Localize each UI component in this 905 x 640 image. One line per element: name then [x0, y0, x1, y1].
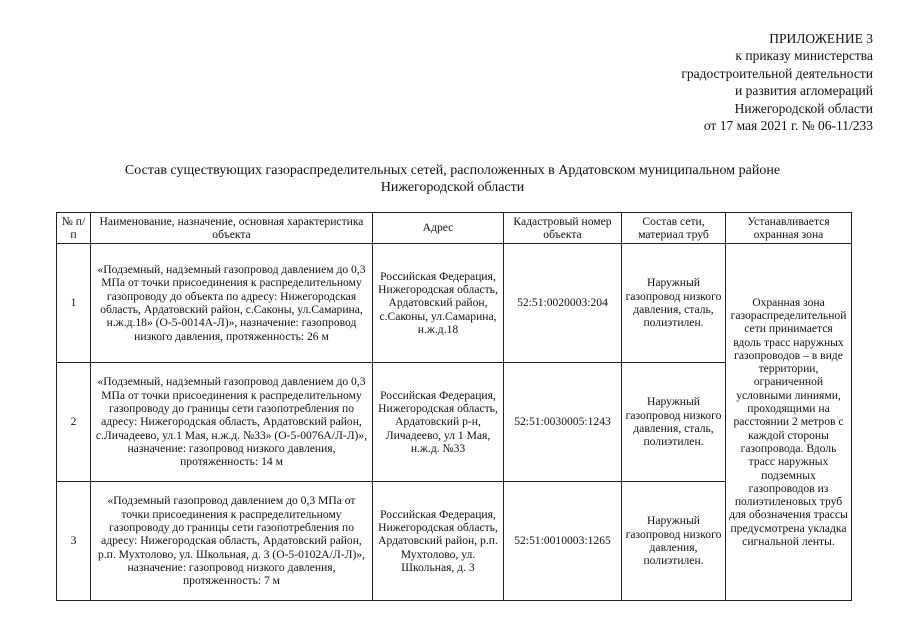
object-address: Российская Федерация, Нижегородская область, Ардатовский район, с.Саконы, ул.Самарина, н.ж.д.18 [373, 244, 504, 363]
column-header-composition: Состав сети, материал труб [622, 213, 726, 244]
protection-zone: Охранная зона газораспределительной сети принимается вдоль трасс наружных газопроводов – в виде территории, ограниченной условными линиями, проходящими на расстоянии 2 метров с каждой стороны газопровода. Вдоль трасс наружных подземных газопроводов из полиэтиленовых труб для обозначения трассы предусмотрена укладка сигнальной ленты. [726, 244, 852, 601]
row-number: 3 [57, 482, 91, 601]
object-description: «Подземный, надземный газопровод давлением до 0,3 МПа от точки присоединения к распределительному газопроводу до объекта по адресу: Нижегородская область, Ардатовский район, с.Саконы, ул.Самарина, н.ж.д.18» (О-5-0014А-Л)», назначение: газопровод низкого давления, протяженность: 26 м [91, 244, 373, 363]
network-composition: Наружный газопровод низкого давления, полиэтилен. [622, 482, 726, 601]
column-header-address: Адрес [373, 213, 504, 244]
object-address: Российская Федерация, Нижегородская область, Ардатовский р-н, Личадеево, ул 1 Мая, н.ж.д. №33 [373, 363, 504, 482]
column-header-cadastral: Кадастровый номер объекта [504, 213, 622, 244]
table-row [57, 244, 852, 363]
title-line-2: Нижегородской области [380, 180, 525, 195]
network-composition: Наружный газопровод низкого давления, сталь, полиэтилен. [622, 244, 726, 363]
header-line: Нижегородской области [734, 100, 873, 116]
header-line: градостроительной деятельности [681, 65, 873, 81]
cadastral-number: 52:51:0010003:1265 [504, 482, 622, 601]
header-line: к приказу министерства [735, 48, 873, 64]
row-number: 1 [57, 244, 91, 363]
cadastral-number: 52:51:0030005:1243 [504, 363, 622, 482]
object-description: «Подземный, надземный газопровод давлением до 0,3 МПа от точки присоединения к распределительному газопроводу до границы сети газопотребления по адресу: Нижегородская область, Ардатовский район, с.Личадеево, ул.1 Мая, н.ж.д. №33» (О-5-0076А/Л-Л)», назначение: газопровод низкого давления, протяженность: 14 м [91, 363, 373, 482]
row-number: 2 [57, 363, 91, 482]
column-header-number: № п/п [57, 213, 91, 244]
document-title [0, 162, 905, 196]
title-line-1: Состав существующих газораспределительных сетей, расположенных в Ардатовском муниципальном районе [124, 163, 781, 178]
header-line: ПРИЛОЖЕНИЕ 3 [769, 31, 873, 46]
column-header-protection-zone: Устанавливается охранная зона [726, 213, 852, 244]
column-header-description: Наименование, назначение, основная характеристика объекта [91, 213, 373, 244]
object-description: «Подземный газопровод давлением до 0,3 МПа от точки присоединения к распределительному газопроводу до границы сети газопотребления по адресу: Нижегородская область, Ардатовский район, р.п. Мухтолово, ул. Школьная, д. 3 (О-5-0102А/Л-Л)», назначение: газопровод низкого давления, протяженность: 7 м [91, 482, 373, 601]
gas-network-table [56, 212, 852, 601]
header-line: от 17 мая 2021 г. № 06-11/233 [703, 118, 873, 134]
document-header [681, 30, 873, 134]
object-address: Российская Федерация, Нижегородская область, Ардатовский район, р.п. Мухтолово, ул. Школьная, д. 3 [373, 482, 504, 601]
network-composition: Наружный газопровод низкого давления, сталь, полиэтилен. [622, 363, 726, 482]
table-header-row [57, 213, 852, 244]
cadastral-number: 52:51:0020003:204 [504, 244, 622, 363]
header-line: и развития агломераций [734, 83, 873, 99]
